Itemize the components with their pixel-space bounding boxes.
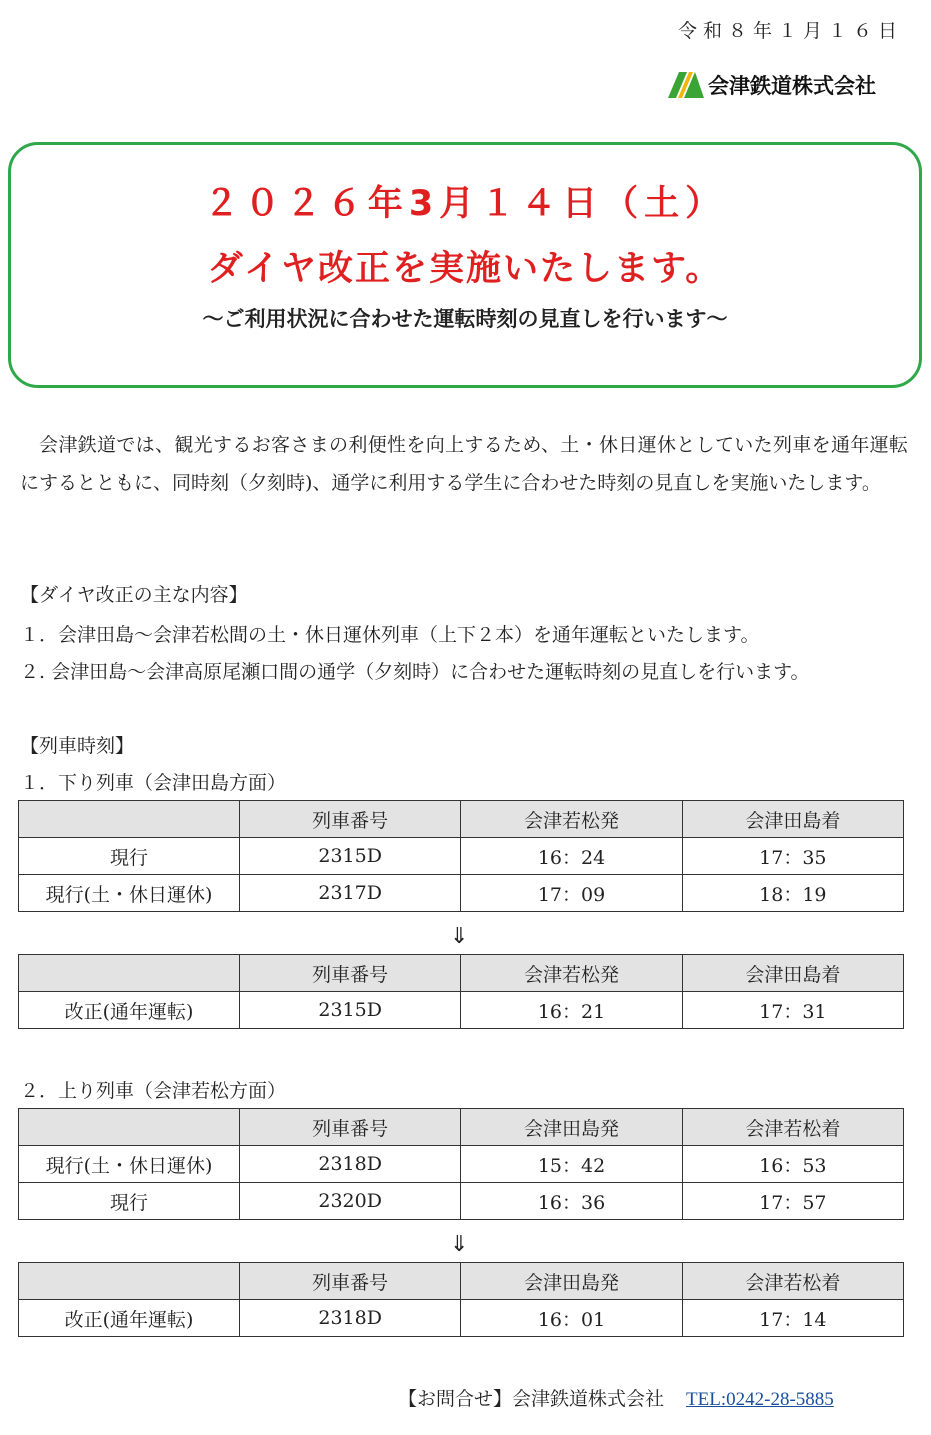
table-header-row — [19, 801, 904, 838]
timetable-heading: 【列車時刻】 — [20, 735, 135, 757]
header-cell: 会津田島発 — [461, 1263, 682, 1300]
up-before-table — [18, 1108, 904, 1220]
company-logo — [668, 70, 876, 100]
table-row — [19, 1300, 904, 1337]
header-cell: 会津田島着 — [682, 801, 903, 838]
header-cell: 列車番号 — [240, 801, 461, 838]
table-row — [19, 1183, 904, 1220]
down-arrow-icon: ⇓ — [450, 924, 469, 949]
table-cell: 15：42 — [461, 1146, 682, 1183]
header-cell: 会津田島着 — [682, 955, 903, 992]
header-cell: 列車番号 — [240, 1109, 461, 1146]
contact-info — [398, 1384, 834, 1411]
table-cell: 2320D — [240, 1183, 461, 1220]
table-cell: 改正(通年運転) — [19, 992, 240, 1029]
header-cell: 会津若松発 — [461, 801, 682, 838]
table-cell: 2318D — [240, 1300, 461, 1337]
banner-subtitle: ～ご利用状況に合わせた運転時刻の見直しを行います～ — [202, 307, 728, 331]
table-cell: 2317D — [240, 875, 461, 912]
table-row — [19, 838, 904, 875]
mountain-logo-icon — [668, 72, 704, 98]
table-cell: 16：01 — [461, 1300, 682, 1337]
table-cell: 17：31 — [682, 992, 903, 1029]
banner-headline: ダイヤ改正を実施いたします。 — [207, 249, 723, 289]
up-after-table — [18, 1262, 904, 1337]
table-cell: 17：57 — [682, 1183, 903, 1220]
header-cell: 会津田島発 — [461, 1109, 682, 1146]
table-header-row — [19, 955, 904, 992]
table-cell: 17：09 — [461, 875, 682, 912]
table-cell: 2315D — [240, 992, 461, 1029]
banner-date: ２０２６年3月１４日（土） — [203, 184, 727, 224]
header-cell — [19, 1109, 240, 1146]
announcement-banner — [8, 142, 922, 388]
issue-date: 令和８年１月１６日 — [677, 20, 903, 42]
table-row — [19, 1146, 904, 1183]
table-header-row — [19, 1109, 904, 1146]
table-row — [19, 875, 904, 912]
down-before-table — [18, 800, 904, 912]
header-cell: 列車番号 — [240, 1263, 461, 1300]
phone-link[interactable]: TEL:0242-28-5885 — [686, 1389, 834, 1410]
table-row — [19, 992, 904, 1029]
table-cell: 16：21 — [461, 992, 682, 1029]
up-train-title: ２．上り列車（会津若松方面） — [20, 1080, 287, 1102]
header-cell — [19, 955, 240, 992]
table-cell: 現行(土・休日運休) — [19, 875, 240, 912]
table-cell: 18：19 — [682, 875, 903, 912]
change-item-2: ２. 会津田島～会津高原尾瀬口間の通学（夕刻時）に合わせた運転時刻の見直しを行います。 — [20, 661, 810, 683]
table-cell: 17：35 — [682, 838, 903, 875]
table-cell: 改正(通年運転) — [19, 1300, 240, 1337]
header-cell — [19, 1263, 240, 1300]
table-cell: 16：36 — [461, 1183, 682, 1220]
header-cell: 会津若松発 — [461, 955, 682, 992]
table-cell: 現行(土・休日運休) — [19, 1146, 240, 1183]
up-arrow-icon: ⇓ — [450, 1232, 469, 1257]
table-cell: 16：53 — [682, 1146, 903, 1183]
header-cell — [19, 801, 240, 838]
table-cell: 現行 — [19, 838, 240, 875]
table-cell: 2315D — [240, 838, 461, 875]
changes-heading: 【ダイヤ改正の主な内容】 — [20, 584, 248, 606]
table-cell: 16：24 — [461, 838, 682, 875]
header-cell: 列車番号 — [240, 955, 461, 992]
table-cell: 17：14 — [682, 1300, 903, 1337]
header-cell: 会津若松着 — [682, 1109, 903, 1146]
down-after-table — [18, 954, 904, 1029]
contact-label: 【お問合せ】会津鉄道株式会社 — [398, 1388, 665, 1410]
table-header-row — [19, 1263, 904, 1300]
change-item-1: １．会津田島～会津若松間の土・休日運休列車（上下２本）を通年運転といたします。 — [20, 624, 760, 646]
down-train-title: １．下り列車（会津田島方面） — [20, 772, 287, 794]
table-cell: 現行 — [19, 1183, 240, 1220]
header-cell: 会津若松着 — [682, 1263, 903, 1300]
intro-paragraph: 会津鉄道では、観光するお客さまの利便性を向上するため、土・休日運休としていた列車を通年運転にするとともに、同時刻（夕刻時)、通学に利用する学生に合わせた時刻の見直しを実施いたします。 — [20, 434, 908, 494]
table-cell: 2318D — [240, 1146, 461, 1183]
logo-text: 会津鉄道株式会社 — [708, 74, 876, 98]
